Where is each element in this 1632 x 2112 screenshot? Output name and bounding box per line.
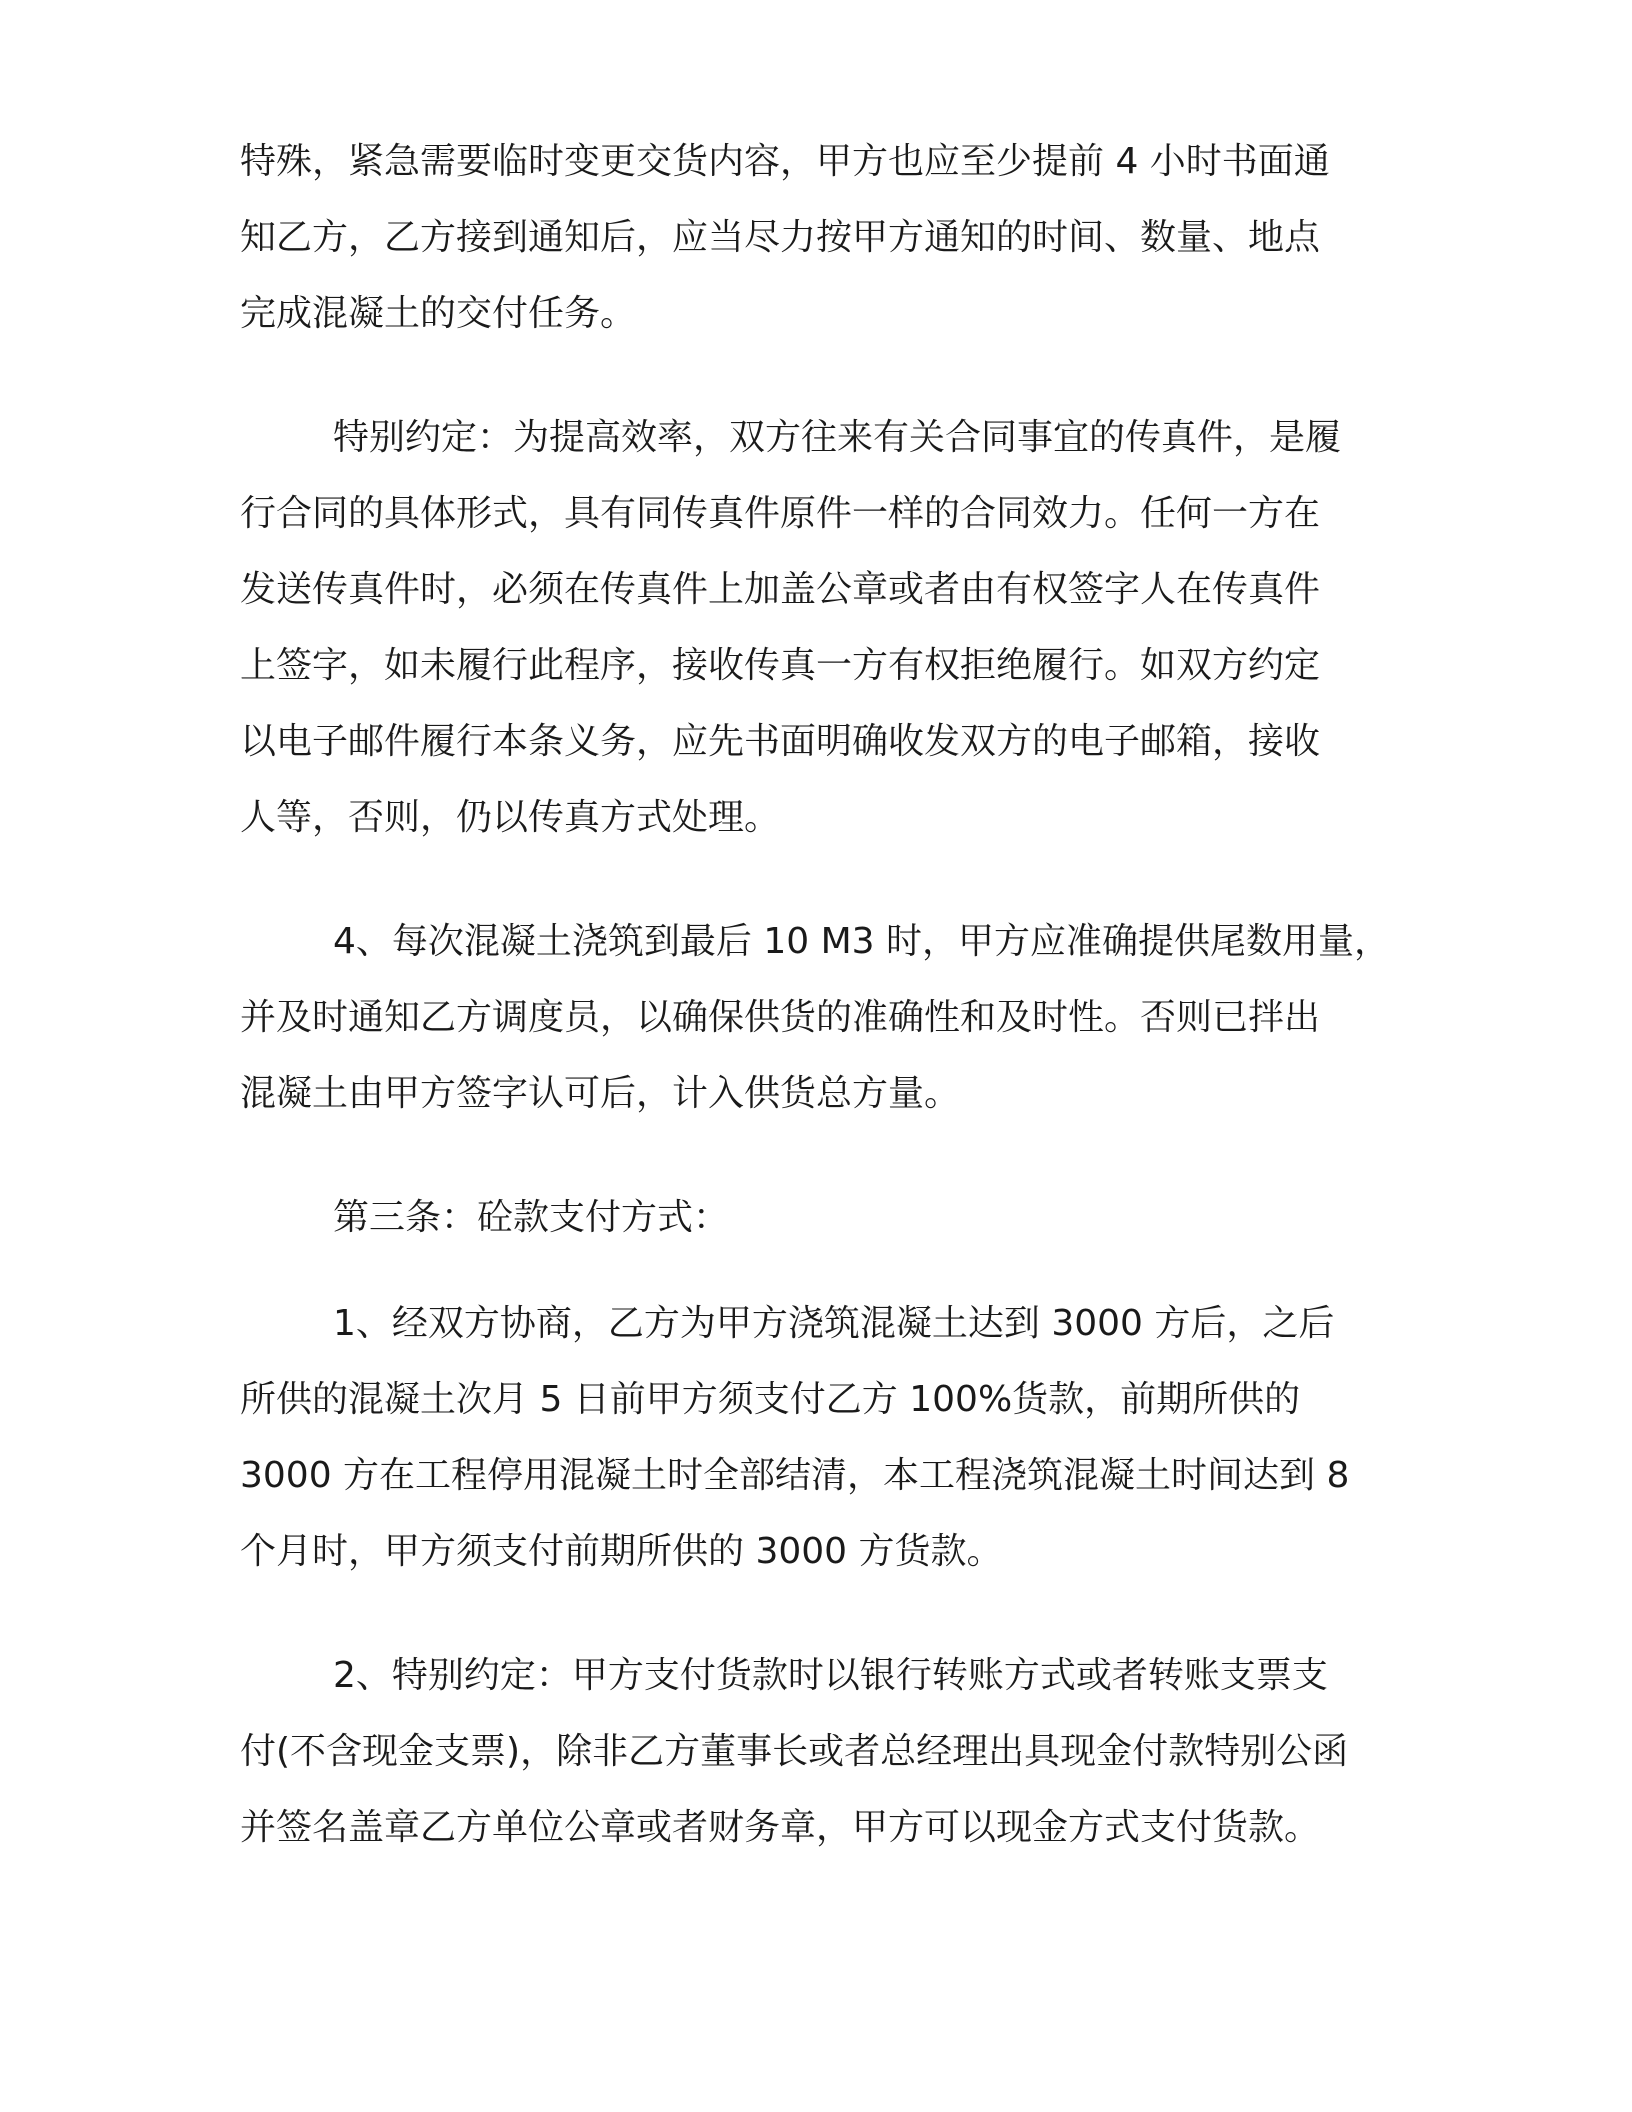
paragraph-2-line-6: 人等，否则，仍以传真方式处理。 bbox=[240, 797, 781, 838]
paragraph-1-line-2: 知乙方，乙方接到通知后，应当尽力按甲方通知的时间、数量、地点 bbox=[240, 217, 1321, 258]
paragraph-5-line-1: 1、经双方协商，乙方为甲方浇筑混凝土达到 3000 方后，之后 bbox=[333, 1303, 1335, 1344]
paragraph-2-line-2: 行合同的具体形式，具有同传真件原件一样的合同效力。任何一方在 bbox=[240, 493, 1321, 534]
paragraph-1-line-3: 完成混凝土的交付任务。 bbox=[240, 293, 637, 334]
paragraph-6-line-2: 付(不含现金支票)，除非乙方董事长或者总经理出具现金付款特别公函 bbox=[240, 1731, 1349, 1772]
paragraph-3-line-1: 4、每次混凝土浇筑到最后 10 M3 时，甲方应准确提供尾数用量， bbox=[333, 921, 1391, 962]
paragraph-2-line-1: 特别约定：为提高效率，双方往来有关合同事宜的传真件，是履 bbox=[333, 417, 1342, 458]
paragraph-2-line-4: 上签字，如未履行此程序，接收传真一方有权拒绝履行。如双方约定 bbox=[240, 645, 1321, 686]
paragraph-6-line-1: 2、特别约定：甲方支付货款时以银行转账方式或者转账支票支 bbox=[333, 1655, 1328, 1696]
paragraph-3-line-2: 并及时通知乙方调度员，以确保供货的准确性和及时性。否则已拌出 bbox=[240, 997, 1321, 1038]
paragraph-6-line-3: 并签名盖章乙方单位公章或者财务章，甲方可以现金方式支付货款。 bbox=[240, 1807, 1321, 1848]
paragraph-5-line-4: 个月时，甲方须支付前期所供的 3000 方货款。 bbox=[240, 1531, 1003, 1572]
section-heading-article-3: 第三条：砼款支付方式： bbox=[333, 1197, 730, 1238]
paragraph-2-line-3: 发送传真件时，必须在传真件上加盖公章或者由有权签字人在传真件 bbox=[240, 569, 1321, 610]
paragraph-5-line-2: 所供的混凝土次月 5 日前甲方须支付乙方 100%货款，前期所供的 bbox=[240, 1379, 1301, 1420]
paragraph-2-line-5: 以电子邮件履行本条义务，应先书面明确收发双方的电子邮箱，接收 bbox=[240, 721, 1321, 762]
paragraph-5-line-3: 3000 方在工程停用混凝土时全部结清，本工程浇筑混凝土时间达到 8 bbox=[240, 1455, 1350, 1496]
paragraph-1-line-1: 特殊，紧急需要临时变更交货内容，甲方也应至少提前 4 小时书面通 bbox=[240, 141, 1330, 182]
paragraph-3-line-3: 混凝土由甲方签字认可后，计入供货总方量。 bbox=[240, 1073, 961, 1114]
